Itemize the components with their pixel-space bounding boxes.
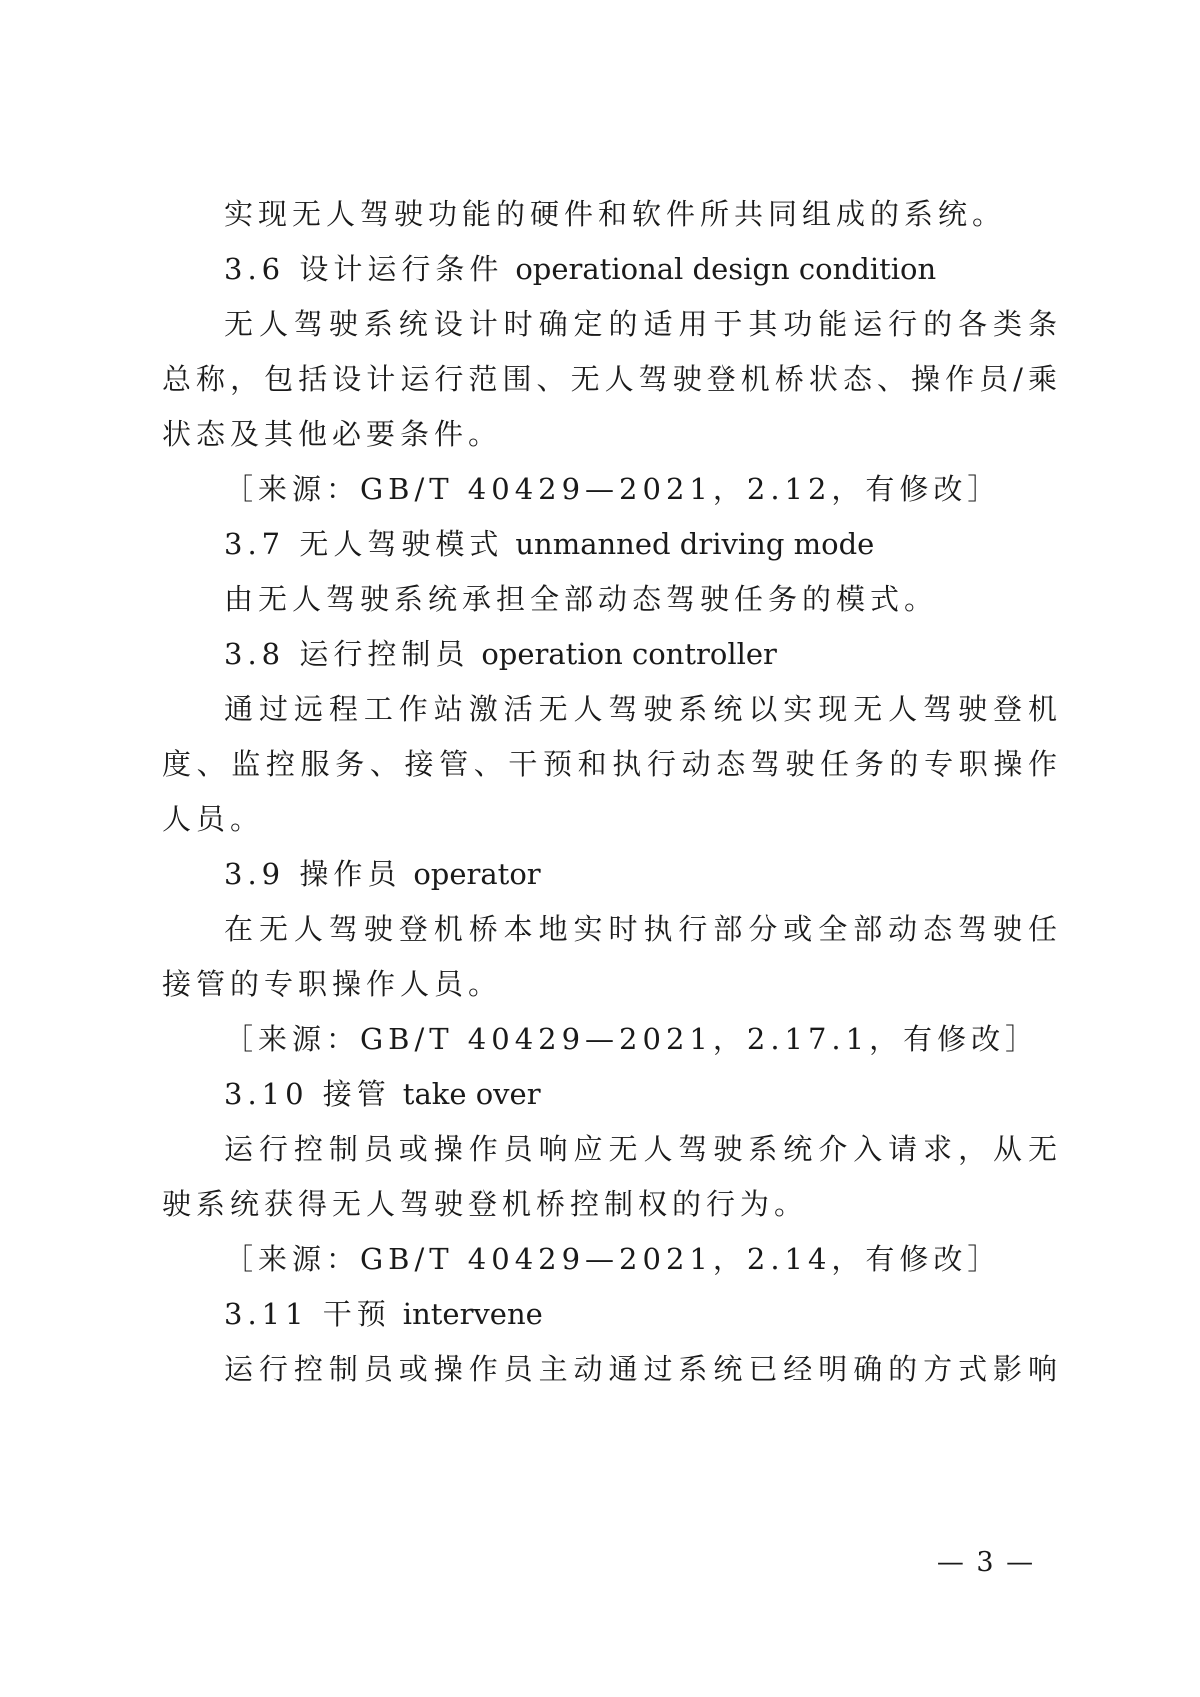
paragraph-line: 由无人驾驶系统承担全部动态驾驶任务的模式。 bbox=[224, 582, 939, 616]
term-heading-3-9 bbox=[224, 854, 1062, 894]
paragraph-line: 状态及其他必要条件。 bbox=[162, 417, 503, 451]
paragraph-line: 实现无人驾驶功能的硬件和软件所共同组成的系统。 bbox=[224, 197, 1007, 231]
term-en: intervene bbox=[402, 1297, 543, 1331]
term-heading-3-6 bbox=[224, 249, 1062, 289]
paragraph-line: 运行控制员或操作员主动通过系统已经明确的方式影响 bbox=[224, 1352, 1062, 1386]
term-heading-3-10 bbox=[224, 1074, 1062, 1114]
term-zh: 3.10 接管 bbox=[224, 1077, 391, 1111]
term-en: take over bbox=[402, 1077, 541, 1111]
term-zh: 3.11 干预 bbox=[224, 1297, 391, 1331]
paragraph-line: 总称，包括设计运行范围、无人驾驶登机桥状态、操作员/乘 bbox=[162, 362, 1062, 396]
paragraph-line: 人员。 bbox=[162, 802, 265, 836]
paragraph-line: 接管的专职操作人员。 bbox=[162, 967, 503, 1001]
paragraph-line: 在无人驾驶登机桥本地实时执行部分或全部动态驾驶任 bbox=[224, 912, 1062, 946]
paragraph-line: 无人驾驶系统设计时确定的适用于其功能运行的各类条 bbox=[224, 307, 1062, 341]
term-en: operator bbox=[413, 857, 541, 891]
source-citation: ［来源：GB/T 40429—2021，2.17.1，有修改］ bbox=[224, 1022, 1040, 1056]
paragraph-line: 驶系统获得无人驾驶登机桥控制权的行为。 bbox=[162, 1187, 809, 1221]
term-en: operational design condition bbox=[515, 252, 937, 286]
page-number: — 3 — bbox=[936, 1547, 1036, 1578]
paragraph-line: 通过远程工作站激活无人驾驶系统以实现无人驾驶登机 bbox=[224, 692, 1062, 726]
term-zh: 3.7 无人驾驶模式 bbox=[224, 527, 504, 561]
term-heading-3-8 bbox=[224, 634, 1062, 674]
source-citation: ［来源：GB/T 40429—2021，2.12，有修改］ bbox=[224, 472, 1002, 506]
term-en: unmanned driving mode bbox=[515, 527, 875, 561]
term-zh: 3.8 运行控制员 bbox=[224, 637, 470, 671]
term-heading-3-7 bbox=[224, 524, 1062, 564]
term-zh: 3.9 操作员 bbox=[224, 857, 402, 891]
paragraph-line: 度、监控服务、接管、干预和执行动态驾驶任务的专职操作 bbox=[162, 747, 1062, 781]
paragraph-line: 运行控制员或操作员响应无人驾驶系统介入请求，从无 bbox=[224, 1132, 1062, 1166]
term-heading-3-11 bbox=[224, 1294, 1062, 1334]
source-citation: ［来源：GB/T 40429—2021，2.14，有修改］ bbox=[224, 1242, 1002, 1276]
term-en: operation controller bbox=[481, 637, 777, 671]
term-zh: 3.6 设计运行条件 bbox=[224, 252, 504, 286]
